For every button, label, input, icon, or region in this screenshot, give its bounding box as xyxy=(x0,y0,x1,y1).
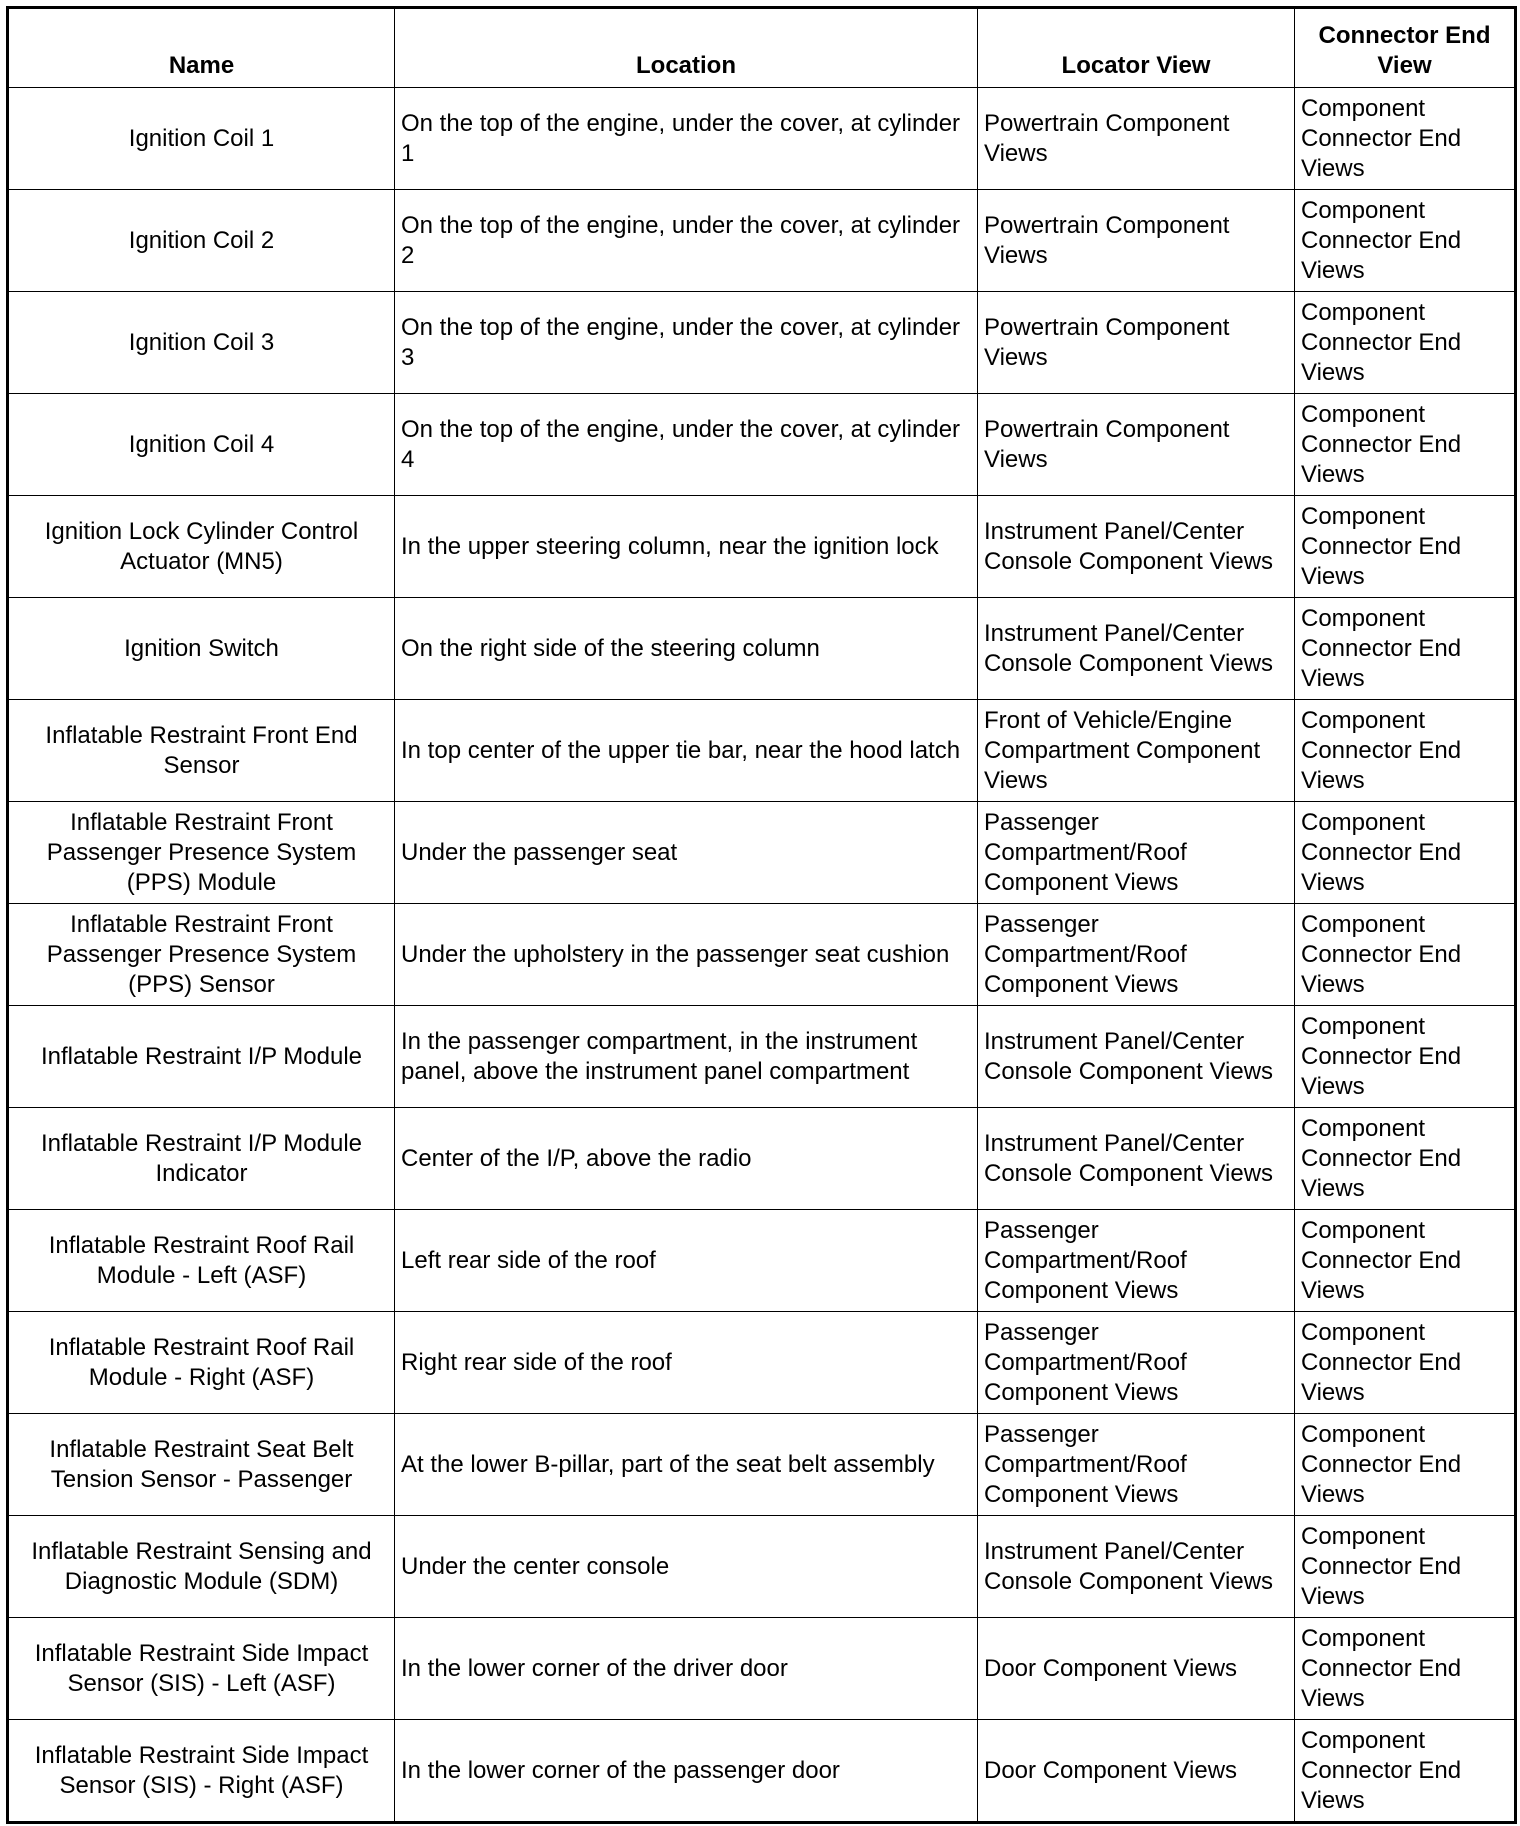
cell-connector-end-view: Component Connector End Views xyxy=(1295,1210,1516,1312)
cell-connector-end-view: Component Connector End Views xyxy=(1295,1720,1516,1823)
table-row xyxy=(8,1210,1516,1312)
cell-location: Under the upholstery in the passenger seat cushion xyxy=(395,904,978,1006)
cell-name: Ignition Coil 3 xyxy=(8,292,395,394)
cell-location: At the lower B-pillar, part of the seat belt assembly xyxy=(395,1414,978,1516)
table-body xyxy=(8,88,1516,1823)
cell-location: In the lower corner of the driver door xyxy=(395,1618,978,1720)
document-sheet xyxy=(6,6,1514,1824)
table-row xyxy=(8,190,1516,292)
cell-locator-view: Passenger Compartment/Roof Component Views xyxy=(978,802,1295,904)
cell-connector-end-view: Component Connector End Views xyxy=(1295,700,1516,802)
table-row xyxy=(8,598,1516,700)
cell-location: In the passenger compartment, in the instrument panel, above the instrument panel compartment xyxy=(395,1006,978,1108)
cell-location: Left rear side of the roof xyxy=(395,1210,978,1312)
cell-connector-end-view: Component Connector End Views xyxy=(1295,1414,1516,1516)
cell-connector-end-view: Component Connector End Views xyxy=(1295,292,1516,394)
cell-name: Ignition Coil 1 xyxy=(8,88,395,190)
cell-name: Inflatable Restraint Front End Sensor xyxy=(8,700,395,802)
header-name: Name xyxy=(8,8,395,88)
cell-name: Inflatable Restraint Side Impact Sensor (SIS) - Right (ASF) xyxy=(8,1720,395,1823)
cell-locator-view: Front of Vehicle/Engine Compartment Component Views xyxy=(978,700,1295,802)
cell-locator-view: Instrument Panel/Center Console Component Views xyxy=(978,1006,1295,1108)
cell-name: Ignition Switch xyxy=(8,598,395,700)
table-row xyxy=(8,1312,1516,1414)
cell-locator-view: Instrument Panel/Center Console Component Views xyxy=(978,1108,1295,1210)
cell-name: Ignition Lock Cylinder Control Actuator (MN5) xyxy=(8,496,395,598)
cell-connector-end-view: Component Connector End Views xyxy=(1295,1108,1516,1210)
cell-location: In the upper steering column, near the ignition lock xyxy=(395,496,978,598)
header-row xyxy=(8,8,1516,88)
cell-name: Inflatable Restraint Seat Belt Tension Sensor - Passenger xyxy=(8,1414,395,1516)
cell-name: Inflatable Restraint Roof Rail Module - Left (ASF) xyxy=(8,1210,395,1312)
cell-name: Inflatable Restraint Side Impact Sensor (SIS) - Left (ASF) xyxy=(8,1618,395,1720)
cell-locator-view: Powertrain Component Views xyxy=(978,190,1295,292)
cell-locator-view: Powertrain Component Views xyxy=(978,88,1295,190)
cell-connector-end-view: Component Connector End Views xyxy=(1295,394,1516,496)
cell-location: On the top of the engine, under the cover, at cylinder 1 xyxy=(395,88,978,190)
cell-connector-end-view: Component Connector End Views xyxy=(1295,1006,1516,1108)
cell-name: Inflatable Restraint Front Passenger Presence System (PPS) Module xyxy=(8,802,395,904)
cell-location: On the top of the engine, under the cover, at cylinder 3 xyxy=(395,292,978,394)
table-row xyxy=(8,88,1516,190)
cell-locator-view: Door Component Views xyxy=(978,1720,1295,1823)
cell-locator-view: Passenger Compartment/Roof Component Views xyxy=(978,904,1295,1006)
table-row xyxy=(8,904,1516,1006)
table-row xyxy=(8,394,1516,496)
cell-locator-view: Passenger Compartment/Roof Component Views xyxy=(978,1414,1295,1516)
table-row xyxy=(8,802,1516,904)
cell-name: Inflatable Restraint Front Passenger Presence System (PPS) Sensor xyxy=(8,904,395,1006)
header-connector-end-view: Connector End View xyxy=(1295,8,1516,88)
table-row xyxy=(8,496,1516,598)
table-header xyxy=(8,8,1516,88)
cell-name: Inflatable Restraint Sensing and Diagnostic Module (SDM) xyxy=(8,1516,395,1618)
cell-connector-end-view: Component Connector End Views xyxy=(1295,598,1516,700)
cell-location: On the top of the engine, under the cover, at cylinder 2 xyxy=(395,190,978,292)
cell-connector-end-view: Component Connector End Views xyxy=(1295,1516,1516,1618)
cell-locator-view: Door Component Views xyxy=(978,1618,1295,1720)
cell-locator-view: Instrument Panel/Center Console Component Views xyxy=(978,496,1295,598)
table-row xyxy=(8,292,1516,394)
cell-location: On the top of the engine, under the cover, at cylinder 4 xyxy=(395,394,978,496)
cell-location: In the lower corner of the passenger door xyxy=(395,1720,978,1823)
cell-name: Inflatable Restraint I/P Module xyxy=(8,1006,395,1108)
cell-location: Center of the I/P, above the radio xyxy=(395,1108,978,1210)
cell-name: Ignition Coil 4 xyxy=(8,394,395,496)
cell-locator-view: Instrument Panel/Center Console Component Views xyxy=(978,598,1295,700)
table-row xyxy=(8,1006,1516,1108)
cell-locator-view: Powertrain Component Views xyxy=(978,292,1295,394)
table-row xyxy=(8,1108,1516,1210)
table-row xyxy=(8,1720,1516,1823)
cell-name: Inflatable Restraint I/P Module Indicator xyxy=(8,1108,395,1210)
cell-location: Under the passenger seat xyxy=(395,802,978,904)
table-row xyxy=(8,700,1516,802)
cell-connector-end-view: Component Connector End Views xyxy=(1295,190,1516,292)
cell-connector-end-view: Component Connector End Views xyxy=(1295,802,1516,904)
header-location: Location xyxy=(395,8,978,88)
cell-location: On the right side of the steering column xyxy=(395,598,978,700)
table-row xyxy=(8,1516,1516,1618)
cell-location: Right rear side of the roof xyxy=(395,1312,978,1414)
header-locator-view: Locator View xyxy=(978,8,1295,88)
cell-locator-view: Passenger Compartment/Roof Component Views xyxy=(978,1210,1295,1312)
cell-name: Inflatable Restraint Roof Rail Module - Right (ASF) xyxy=(8,1312,395,1414)
cell-connector-end-view: Component Connector End Views xyxy=(1295,496,1516,598)
cell-location: In top center of the upper tie bar, near the hood latch xyxy=(395,700,978,802)
component-locator-table xyxy=(6,6,1517,1824)
cell-name: Ignition Coil 2 xyxy=(8,190,395,292)
cell-connector-end-view: Component Connector End Views xyxy=(1295,88,1516,190)
cell-locator-view: Passenger Compartment/Roof Component Views xyxy=(978,1312,1295,1414)
cell-location: Under the center console xyxy=(395,1516,978,1618)
cell-locator-view: Powertrain Component Views xyxy=(978,394,1295,496)
cell-connector-end-view: Component Connector End Views xyxy=(1295,1618,1516,1720)
cell-locator-view: Instrument Panel/Center Console Component Views xyxy=(978,1516,1295,1618)
cell-connector-end-view: Component Connector End Views xyxy=(1295,1312,1516,1414)
table-row xyxy=(8,1414,1516,1516)
cell-connector-end-view: Component Connector End Views xyxy=(1295,904,1516,1006)
table-row xyxy=(8,1618,1516,1720)
